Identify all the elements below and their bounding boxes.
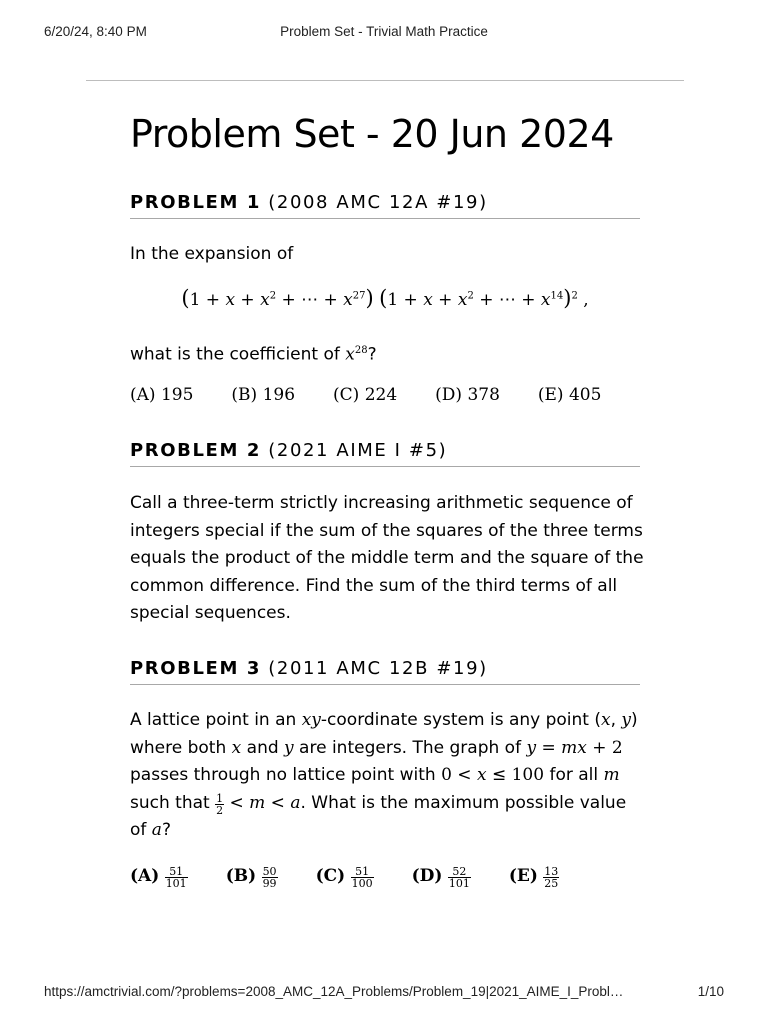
- answer-choice: (D) 378: [435, 385, 500, 405]
- answer-choice: (B) 196: [231, 385, 296, 405]
- answer-choice: (B) $\frac{50}{99}$: [225, 865, 277, 890]
- answer-choice: (C) $\frac{51}{100}$: [315, 865, 373, 890]
- problem-1-question-prefix: what is the coefficient of: [130, 344, 340, 365]
- answer-choice: (E) $\frac{13}{25}$: [508, 865, 559, 890]
- page-number: 1/10: [697, 984, 724, 999]
- problem-3-source: (2011 AMC 12B #19): [268, 658, 488, 679]
- problem-3-text: A lattice point in an xy-coordinate system is any point (x, y) where both x and y are integers. The graph of y = mx + 2 passes through no lattice point with 0 < x ≤ 100 for all m such that $\frac{1}{2}$ < m < a. What is the maximum possible value of a?: [130, 710, 638, 840]
- problem-2-text: Call a three-term strictly increasing arithmetic sequence of integers special if the sum of the squares of the three terms equals the product of the middle term and the square of the common difference. Find the sum of the third terms of all special sequences.: [130, 493, 644, 623]
- problem-3-choices: [130, 866, 650, 889]
- problem-1-label: PROBLEM 1: [130, 192, 261, 213]
- problem-3-header: [130, 658, 640, 685]
- answer-choice: (A) $\frac{51}{101}$: [130, 865, 187, 890]
- answer-choice: (C) 224: [333, 385, 398, 405]
- problem-1-source: (2008 AMC 12A #19): [268, 192, 488, 213]
- problem-1-question-suffix: ?: [367, 344, 377, 365]
- problem-2-label: PROBLEM 2: [130, 440, 261, 461]
- print-title: Problem Set - Trivial Math Practice: [280, 24, 488, 39]
- problem-2-header: [130, 440, 640, 467]
- print-header: [0, 24, 768, 42]
- problem-2-source: (2021 AIME I #5): [268, 440, 448, 461]
- top-divider: [86, 80, 684, 81]
- answer-choice: (D) $\frac{52}{101}$: [411, 865, 470, 890]
- problem-1-header: [130, 192, 640, 219]
- print-datetime: 6/20/24, 8:40 PM: [44, 24, 147, 39]
- print-footer: [0, 984, 768, 1002]
- problem-1-choices: [130, 385, 650, 405]
- problem-3-label: PROBLEM 3: [130, 658, 261, 679]
- problem-1-question: what is the coefficient of $x^{28}$?: [130, 344, 377, 365]
- page-title: Problem Set - 20 Jun 2024: [130, 112, 614, 156]
- answer-choice: (E) 405: [537, 385, 602, 405]
- problem-1-intro: In the expansion of: [130, 244, 294, 264]
- page-url: https://amctrivial.com/?problems=2008_AMC_12A_Problems/Problem_19|2021_AIME_I_Probl…: [44, 984, 624, 999]
- answer-choice: (A) 195: [130, 385, 194, 405]
- problem-1-expression: ($1 + x + x^2$ + ⋯ + $x^{27}$) ($1 + x + x^2$ + ⋯ + $x^{14})^2$ ,: [181, 286, 589, 310]
